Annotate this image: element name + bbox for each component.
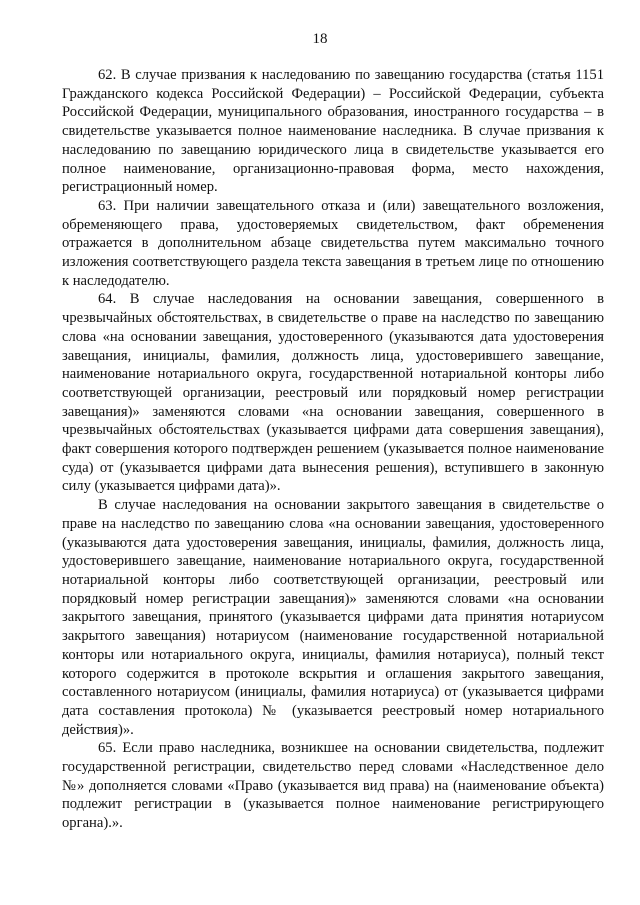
paragraph-63: 63. При наличии завещательного отказа и (или) завещательного возложения, обременяющего права, удостоверяемых свидетельством, факт обременения отражается в дополнительном абзаце свидетельства путем максимально точного изложения соответствующего раздела текста завещания в третьем лице по отношению к наследодателю. <box>62 197 604 289</box>
paragraph-64: 64. В случае наследования на основании завещания, совершенного в чрезвычайных обстоятельствах, в свидетельстве о праве на наследство по завещанию слова «на основании завещания, удостоверенного (указываются дата удостоверения завещания, инициалы, фамилия, должность лица, удостоверившего завещание, наименование нотариального округа, государственной нотариальной конторы либо соответствующей организации, реестровый или порядковый номер регистрации завещания)» заменяются словами «на основании завещания, совершенного в чрезвычайных обстоятельствах (указывается цифрами дата совершения завещания), факт совершения которого подтвержден решением (указывается полное наименование суда) от (указывается цифрами дата вынесения решения), вступившего в законную силу (указывается цифрами дата)». <box>62 291 604 495</box>
document-body <box>62 66 604 833</box>
paragraph-64-closed-will: В случае наследования на основании закрытого завещания в свидетельстве о праве на наследство по завещанию слова «на основании завещания, удостоверенного (указываются дата удостоверения завещания, инициалы, фамилия, должность лица, удостоверившего завещание, наименование нотариального округа, государственной нотариальной конторы либо соответствующей организации, реестровый или порядковый номер регистрации завещания)» заменяются словами «на основании закрытого завещания, принятого (указывается цифрами дата принятия нотариусом закрытого завещания) нотариусом (наименование государственной нотариальной конторы или нотариального округа, инициалы, фамилия нотариуса), полный текст которого содержится в протоколе вскрытия и оглашения закрытого завещания, составленного нотариусом (инициалы, фамилия нотариуса) от (указывается цифрами дата составления протокола) № (указывается реестровый номер нотариального действия)». <box>62 497 604 738</box>
paragraph-65: 65. Если право наследника, возникшее на основании свидетельства, подлежит государственной регистрации, свидетельство перед словами «Наследственное дело №» дополняется словами «Право (указывается вид права) на (наименование объекта) подлежит регистрации в (указывается полное наименование регистрирующего органа).». <box>62 740 604 832</box>
page-number: 18 <box>312 31 328 47</box>
paragraph-62: 62. В случае призвания к наследованию по завещанию государства (статья 1151 Гражданского кодекса Российской Федерации) – Российской Федерации, субъекта Российской Федерации, муниципального образования, иностранного государства – в свидетельстве указывается полное наименование наследника. В случае призвания к наследованию по завещанию юридического лица в свидетельстве указывается его полное наименование, организационно-правовая форма, место нахождения, регистрационный номер. <box>62 67 604 196</box>
